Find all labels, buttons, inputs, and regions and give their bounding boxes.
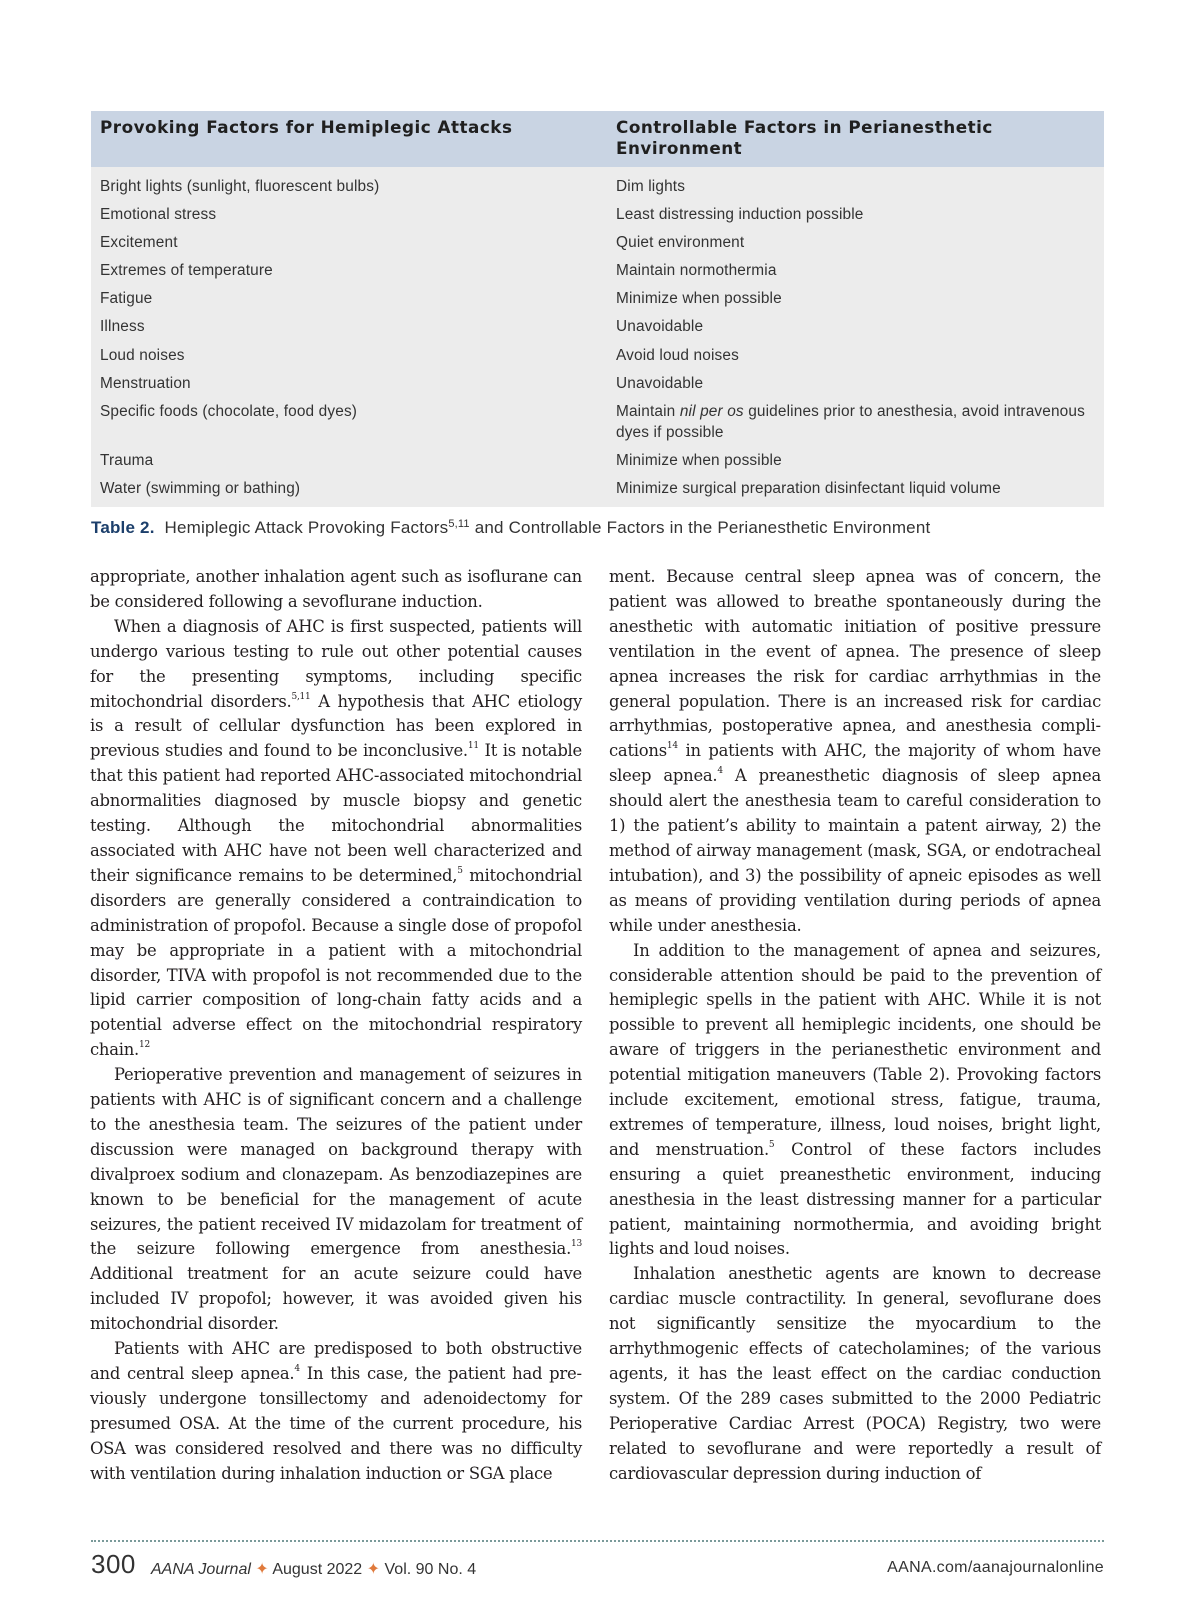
text-run: When a diagnosis of AHC is first suspected, patients will undergo various testing to rule out other potential causes for the presenting symptoms, including specific mitochondrial disorders. <box>90 616 582 711</box>
controllable-factor-cell: Avoid loud noises <box>607 341 1104 369</box>
citation-ref: 13 <box>571 1239 582 1250</box>
footer-divider <box>91 1540 1104 1542</box>
table-row <box>91 341 1104 369</box>
body-paragraph <box>90 565 582 615</box>
provoking-factor-cell: Bright lights (sunlight, fluorescent bulbs) <box>91 167 607 201</box>
provoking-factor-cell: Water (swimming or bathing) <box>91 475 607 507</box>
text-run: Additional treatment for an acute seizure could have included IV propofol; however, it was avoided given his mitochondrial disorder. <box>90 1264 582 1334</box>
provoking-factor-cell: Emotional stress <box>91 201 607 229</box>
controllable-factor-cell: Maintain nil per os guidelines prior to anesthesia, avoid intravenous dyes if possible <box>607 397 1104 447</box>
citation-ref: 14 <box>666 741 678 752</box>
table-row <box>91 257 1104 285</box>
text-run: Control of these factors includes ensuring a quiet preanesthetic environment, inducing anesthesia in the least distressing manner for a particular patient, maintaining normothermia, and avoiding bright lights and loud noises. <box>609 1139 1101 1259</box>
table-row <box>91 285 1104 313</box>
caption-text-before: Hemiplegic Attack Provoking Factors <box>164 518 449 537</box>
controllable-factor-cell: Dim lights <box>607 167 1104 201</box>
controllable-factor-cell: Minimize when possible <box>607 285 1104 313</box>
provoking-factor-cell: Specific foods (chocolate, food dyes) <box>91 397 607 447</box>
citation-ref: 5 <box>768 1139 775 1150</box>
provoking-factor-cell: Extremes of temperature <box>91 257 607 285</box>
issue-date: August 2022 <box>272 1561 363 1578</box>
text-run: It is notable that this patient had reported AHC-associated mitochondrial abnormalities diagnosed by muscle biopsy and genetic testing. Although the mitochondrial abnormalities associated with AHC have not been well characterized and their significance remains to be determined, <box>90 741 582 885</box>
text-run: A hypothesis that AHC etiology is a result of cellular dysfunction has been explored in previous studies and found to be inconclusive. <box>90 691 582 761</box>
text-run: A preanesthetic diagnosis of sleep apnea should alert the anesthesia team to careful consideration to 1) the patient’s ability to maintain a patent airway, 2) the method of airway management (mask, SGA, or endotracheal intubation), and 3) the possibility of apneic episodes as well as means of providing ventilation during periods of apnea while under anesthesia. <box>609 766 1101 935</box>
caption-label: Table 2. <box>91 518 155 537</box>
caption-text-after: and Controllable Factors in the Perianesthetic Environment <box>474 518 931 537</box>
text-run: In this case, the patient had previously undergone tonsillectomy and adenoidectomy for presumed OSA. At the time of the current procedure, his OSA was considered resolved and there was no difficulty with ventilation during inhalation induction or SGA place <box>90 1364 582 1483</box>
table-caption <box>91 518 1121 538</box>
journal-info <box>151 1559 476 1579</box>
controllable-factor-cell: Minimize surgical preparation disinfectant liquid volume <box>607 475 1104 507</box>
left-text-column <box>90 565 582 1487</box>
table-row <box>91 397 1104 447</box>
separator-icon: ✦ <box>366 1561 381 1578</box>
issue-number: No. 4 <box>437 1561 477 1578</box>
controllable-factor-cell: Unavoidable <box>607 313 1104 341</box>
controllable-factor-cell: Least distressing induction possible <box>607 201 1104 229</box>
provoking-factor-cell: Excitement <box>91 229 607 257</box>
citation-ref: 4 <box>717 766 723 777</box>
citation-ref: 5 <box>457 865 463 876</box>
table-row <box>91 447 1104 475</box>
separator-icon: ✦ <box>255 1561 269 1578</box>
body-paragraph <box>609 939 1101 1263</box>
table-row <box>91 201 1104 229</box>
text-run: In addition to the management of apnea and seizures, considerable attention should be paid to the prevention of hemiplegic spells in the patient with AHC. While it is not possible to prevent all hemiplegic incidents, one should be aware of triggers in the perianesthetic environment and potential mitigation maneuvers (Table 2). Provoking factors include excitement, emotional stress, fatigue, trauma, extremes of temperature, illness, loud noises, bright light, and menstruation. <box>609 940 1101 1159</box>
table-body <box>91 167 1104 507</box>
header-provoking-factors: Provoking Factors for Hemiplegic Attacks <box>91 111 607 167</box>
table-row <box>91 313 1104 341</box>
provoking-factor-cell: Loud noises <box>91 341 607 369</box>
body-paragraph <box>609 1262 1101 1486</box>
controllable-factor-cell: Minimize when possible <box>607 447 1104 475</box>
provoking-factor-cell: Illness <box>91 313 607 341</box>
text-run: Inhalation anesthetic agents are known to decrease cardiac muscle contractility. In general, sevoflurane does not significantly sensitize the myocardium to the arrhythmogenic effects of catecholamines; of the various agents, it has the least effect on the cardiac conduction system. Of the 289 cases submitted to the 2000 Pediatric Perioperative Cardiac Arrest (POCA) Registry, two were related to sevoflurane and were reportedly a result of cardiovascular depression during induction of <box>609 1264 1101 1483</box>
text-run: ment. Because central sleep apnea was of concern, the patient was allowed to breathe spontaneously during the anesthetic with automatic initiation of positive pressure ventilation in the event of apnea. The presence of sleep apnea increases the risk for cardiac arrhythmias in the general population. There is an increased risk for cardiac arrhythmias, postoperative apnea, and anesthesia complications <box>609 567 1101 761</box>
page-number: 300 <box>91 1549 136 1579</box>
text-run: Perioperative prevention and management of seizures in patients with AHC is of significant concern and a challenge to the anesthesia team. The seizures of the patient under discussion were managed on background therapy with divalproex sodium and clonazepam. As benzodiazepines are known to be beneficial for the management of acute seizures, the patient received IV midazolam for treatment of the seizure following emergence from anesthesia. <box>90 1065 582 1259</box>
controllable-factor-cell: Maintain normothermia <box>607 257 1104 285</box>
caption-refs: 5,11 <box>448 518 470 530</box>
right-text-column <box>609 565 1101 1487</box>
citation-ref: 11 <box>467 741 479 752</box>
table-row <box>91 475 1104 507</box>
volume: Vol. 90 <box>384 1561 434 1578</box>
journal-name: AANA Journal <box>151 1561 251 1578</box>
provoking-factor-cell: Fatigue <box>91 285 607 313</box>
body-paragraph <box>90 615 582 1063</box>
controllable-factor-cell: Quiet environment <box>607 229 1104 257</box>
table-header-row <box>91 111 1104 167</box>
table-row <box>91 167 1104 201</box>
provoking-factor-cell: Trauma <box>91 447 607 475</box>
citation-ref: 12 <box>139 1040 150 1051</box>
text-run: Patients with AHC are predisposed to both obstructive and central sleep apnea. <box>90 1339 582 1383</box>
citation-ref: 5,11 <box>291 691 311 702</box>
journal-url-link[interactable]: AANA.com/aanajournalonline <box>887 1559 1104 1576</box>
controllable-factor-cell: Unavoidable <box>607 369 1104 397</box>
text-run: in patients with AHC, the majority of whom have sleep apnea. <box>609 741 1101 786</box>
table-row <box>91 369 1104 397</box>
citation-ref: 4 <box>294 1364 300 1374</box>
provoking-factor-cell: Menstruation <box>91 369 607 397</box>
body-paragraph <box>90 1063 582 1337</box>
text-run: appropriate, another inhalation agent such as isoflurane can be considered following a sevoflurane induction. <box>90 567 582 611</box>
text-run: mitochondrial disorders are generally considered a contraindication to administration of propofol. Because a single dose of propofol may be appropriate in a patient with a mitochondrial disorder, TIVA with propofol is not recommended due to the lipid carrier composition of long-chain fatty acids and a potential adverse effect on the mitochondrial respiratory chain. <box>90 865 583 1060</box>
header-controllable-factors: Controllable Factors in Perianesthetic Environment <box>607 111 1104 167</box>
body-paragraph <box>90 1337 582 1486</box>
table-row <box>91 229 1104 257</box>
page-footer <box>91 1549 1104 1581</box>
provoking-factors-table <box>91 111 1104 507</box>
body-paragraph <box>609 565 1101 939</box>
